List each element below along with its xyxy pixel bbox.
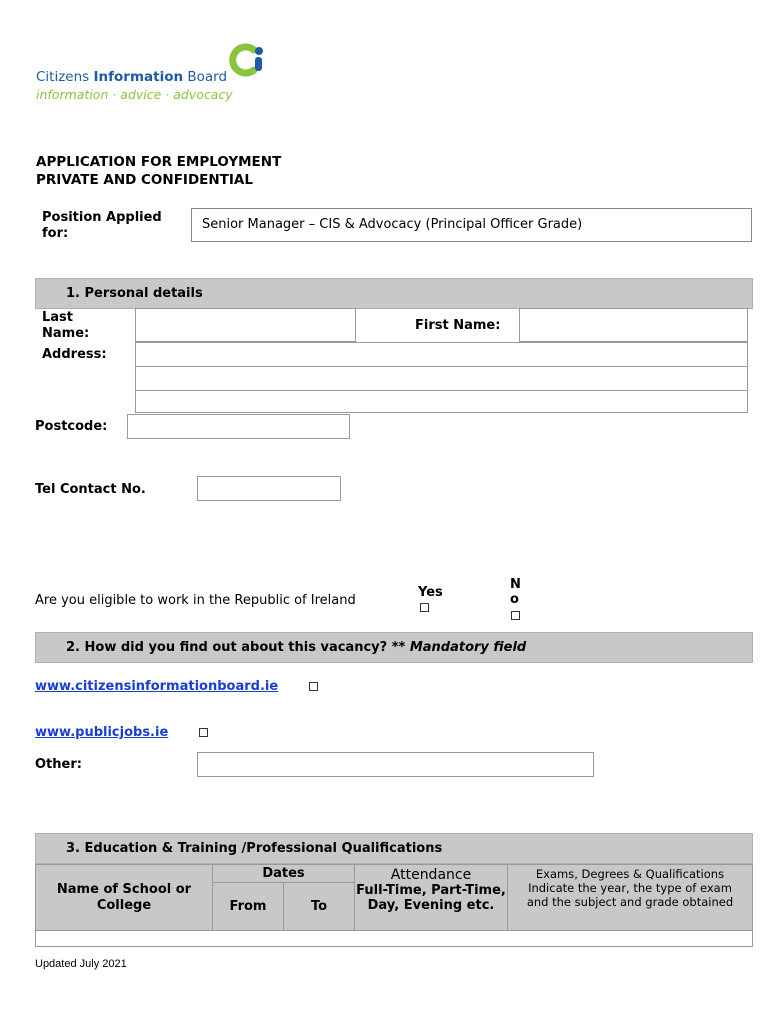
eligible-yes-checkbox[interactable] <box>420 603 429 612</box>
publicjobs-checkbox[interactable] <box>199 728 208 737</box>
education-entry-row[interactable] <box>36 931 753 947</box>
dates-column-header: Dates <box>213 865 355 883</box>
tel-contact-input[interactable] <box>197 476 341 501</box>
postcode-label: Postcode: <box>35 419 108 434</box>
tel-contact-label: Tel Contact No. <box>35 482 146 497</box>
education-table <box>35 864 753 947</box>
exams-column-header: Exams, Degrees & Qualifications Indicate the year, the type of exam and the subject and grade obtained <box>508 865 753 931</box>
section-2-heading: 2. How did you find out about this vacancy? ** Mandatory field <box>35 632 753 663</box>
postcode-input[interactable] <box>127 414 350 439</box>
attendance-column-header: Attendance Full-Time, Part-Time, Day, Evening etc. <box>355 865 508 931</box>
address-line-3-input[interactable] <box>135 390 748 413</box>
first-name-input[interactable] <box>519 308 748 342</box>
position-applied-label: Position Applied for: <box>42 210 162 241</box>
logo <box>36 42 276 104</box>
school-column-header: Name of School or College <box>36 865 213 931</box>
logo-tagline: information · advice · advocacy <box>36 87 233 102</box>
first-name-label: First Name: <box>415 318 501 333</box>
citizens-information-logo-icon <box>228 42 268 78</box>
other-label: Other: <box>35 757 82 772</box>
to-column-header: To <box>284 883 355 931</box>
eligible-yes-label: Yes <box>418 585 443 600</box>
position-applied-field[interactable] <box>191 208 752 242</box>
section-3-heading: 3. Education & Training /Professional Qualifications <box>35 833 753 864</box>
address-line-1-input[interactable] <box>135 342 748 367</box>
last-name-label: Last Name: <box>42 310 90 341</box>
eligible-no-label: N o <box>510 577 521 607</box>
last-name-input[interactable] <box>135 308 356 342</box>
citizens-information-link[interactable]: www.citizensinformationboard.ie <box>35 679 279 694</box>
page-title: APPLICATION FOR EMPLOYMENT PRIVATE AND CONFIDENTIAL <box>36 154 282 188</box>
publicjobs-link[interactable]: www.publicjobs.ie <box>35 725 169 740</box>
from-column-header: From <box>213 883 284 931</box>
updated-note: Updated July 2021 <box>35 958 127 970</box>
address-line-2-input[interactable] <box>135 366 748 391</box>
position-applied-value: Senior Manager – CIS & Advocacy (Principal Officer Grade) <box>202 217 583 232</box>
logo-name: Citizens Information Board <box>36 69 228 85</box>
eligibility-question: Are you eligible to work in the Republic of Ireland <box>35 593 356 608</box>
eligible-no-checkbox[interactable] <box>511 611 520 620</box>
other-input[interactable] <box>197 752 594 777</box>
citizens-information-checkbox[interactable] <box>309 682 318 691</box>
section-1-heading: 1. Personal details <box>35 278 753 309</box>
address-label: Address: <box>42 347 107 362</box>
